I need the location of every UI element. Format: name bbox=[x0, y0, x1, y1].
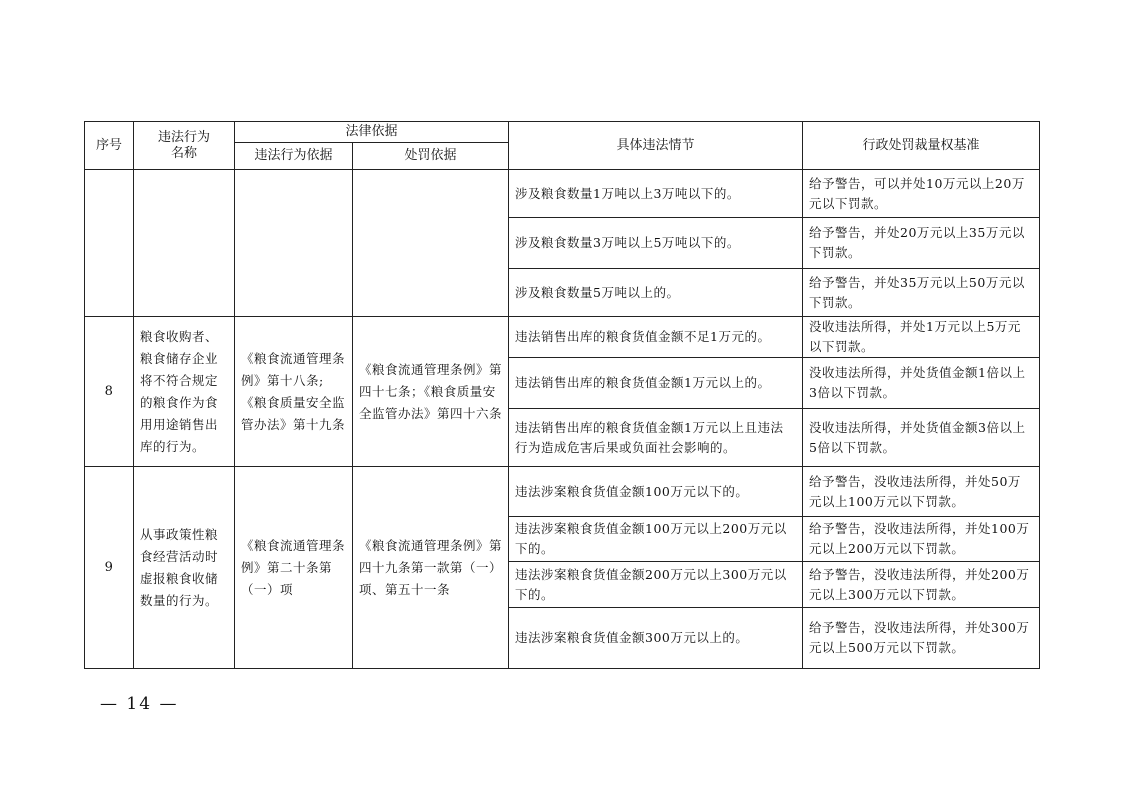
standard-cell: 给予警告，没收违法所得，并处100万元以上200万元以下罚款。 bbox=[803, 517, 1040, 562]
header-violation-name-line2: 名称 bbox=[170, 145, 197, 161]
item8-violation-basis: 《粮食流通管理条例》第十八条;《粮食质量安全监管办法》第十九条 bbox=[235, 317, 353, 467]
standard-cell: 给予警告，并处35万元以上50万元以下罚款。 bbox=[803, 269, 1040, 317]
circumstance-cell: 涉及粮食数量3万吨以上5万吨以下的。 bbox=[509, 218, 803, 269]
continued-seq-cell bbox=[85, 170, 134, 317]
header-legal-basis: 法律依据 bbox=[235, 122, 509, 143]
header-penalty-basis: 处罚依据 bbox=[353, 143, 509, 170]
header-circumstances: 具体违法情节 bbox=[509, 122, 803, 170]
standard-cell: 给予警告，没收违法所得，并处50万元以上100万元以下罚款。 bbox=[803, 467, 1040, 517]
table-row bbox=[85, 170, 1040, 218]
item8-penalty-basis: 《粮食流通管理条例》第四十七条；《粮食质量安全监管办法》第四十六条 bbox=[353, 317, 509, 467]
standard-cell: 给予警告，没收违法所得，并处200万元以上300万元以下罚款。 bbox=[803, 562, 1040, 608]
standard-cell: 没收违法所得，并处货值金额1倍以上3倍以下罚款。 bbox=[803, 358, 1040, 409]
circumstance-cell: 违法销售出库的粮食货值金额不足1万元的。 bbox=[509, 317, 803, 358]
standard-cell: 没收违法所得，并处货值金额3倍以上5倍以下罚款。 bbox=[803, 409, 1040, 467]
standard-cell: 给予警告，没收违法所得，并处300万元以上500万元以下罚款。 bbox=[803, 608, 1040, 669]
circumstance-cell: 违法销售出库的粮食货值金额1万元以上且违法行为造成危害后果或负面社会影响的。 bbox=[509, 409, 803, 467]
table-row bbox=[85, 467, 1040, 517]
header-standard: 行政处罚裁量权基准 bbox=[803, 122, 1040, 170]
circumstance-cell: 违法涉案粮食货值金额200万元以上300万元以下的。 bbox=[509, 562, 803, 608]
item9-name: 从事政策性粮食经营活动时虚报粮食收储数量的行为。 bbox=[134, 467, 235, 669]
page-number: — 14 — bbox=[100, 694, 179, 714]
continued-name-cell bbox=[134, 170, 235, 317]
table-row bbox=[85, 317, 1040, 358]
header-violation-basis: 违法行为依据 bbox=[235, 143, 353, 170]
circumstance-cell: 违法涉案粮食货值金额100万元以下的。 bbox=[509, 467, 803, 517]
continued-penalty-basis-cell bbox=[353, 170, 509, 317]
circumstance-cell: 涉及粮食数量5万吨以上的。 bbox=[509, 269, 803, 317]
header-violation-name-line1: 违法行为 bbox=[157, 129, 210, 145]
discretion-standard-table bbox=[84, 121, 1040, 669]
continued-violation-basis-cell bbox=[235, 170, 353, 317]
header-seq: 序号 bbox=[85, 122, 134, 170]
standard-cell: 没收违法所得，并处1万元以上5万元以下罚款。 bbox=[803, 317, 1040, 358]
header-row-top bbox=[85, 122, 1040, 143]
circumstance-cell: 违法涉案粮食货值金额100万元以上200万元以下的。 bbox=[509, 517, 803, 562]
standard-cell: 给予警告，并处20万元以上35万元以下罚款。 bbox=[803, 218, 1040, 269]
item9-seq: 9 bbox=[85, 467, 134, 669]
circumstance-cell: 违法销售出库的粮食货值金额1万元以上的。 bbox=[509, 358, 803, 409]
item8-name: 粮食收购者、粮食储存企业将不符合规定的粮食作为食用用途销售出库的行为。 bbox=[134, 317, 235, 467]
header-violation-name bbox=[134, 122, 235, 170]
item9-violation-basis: 《粮食流通管理条例》第二十条第（一）项 bbox=[235, 467, 353, 669]
standard-cell: 给予警告，可以并处10万元以上20万元以下罚款。 bbox=[803, 170, 1040, 218]
item8-seq: 8 bbox=[85, 317, 134, 467]
circumstance-cell: 违法涉案粮食货值金额300万元以上的。 bbox=[509, 608, 803, 669]
item9-penalty-basis: 《粮食流通管理条例》第四十九条第一款第（一）项、第五十一条 bbox=[353, 467, 509, 669]
circumstance-cell: 涉及粮食数量1万吨以上3万吨以下的。 bbox=[509, 170, 803, 218]
